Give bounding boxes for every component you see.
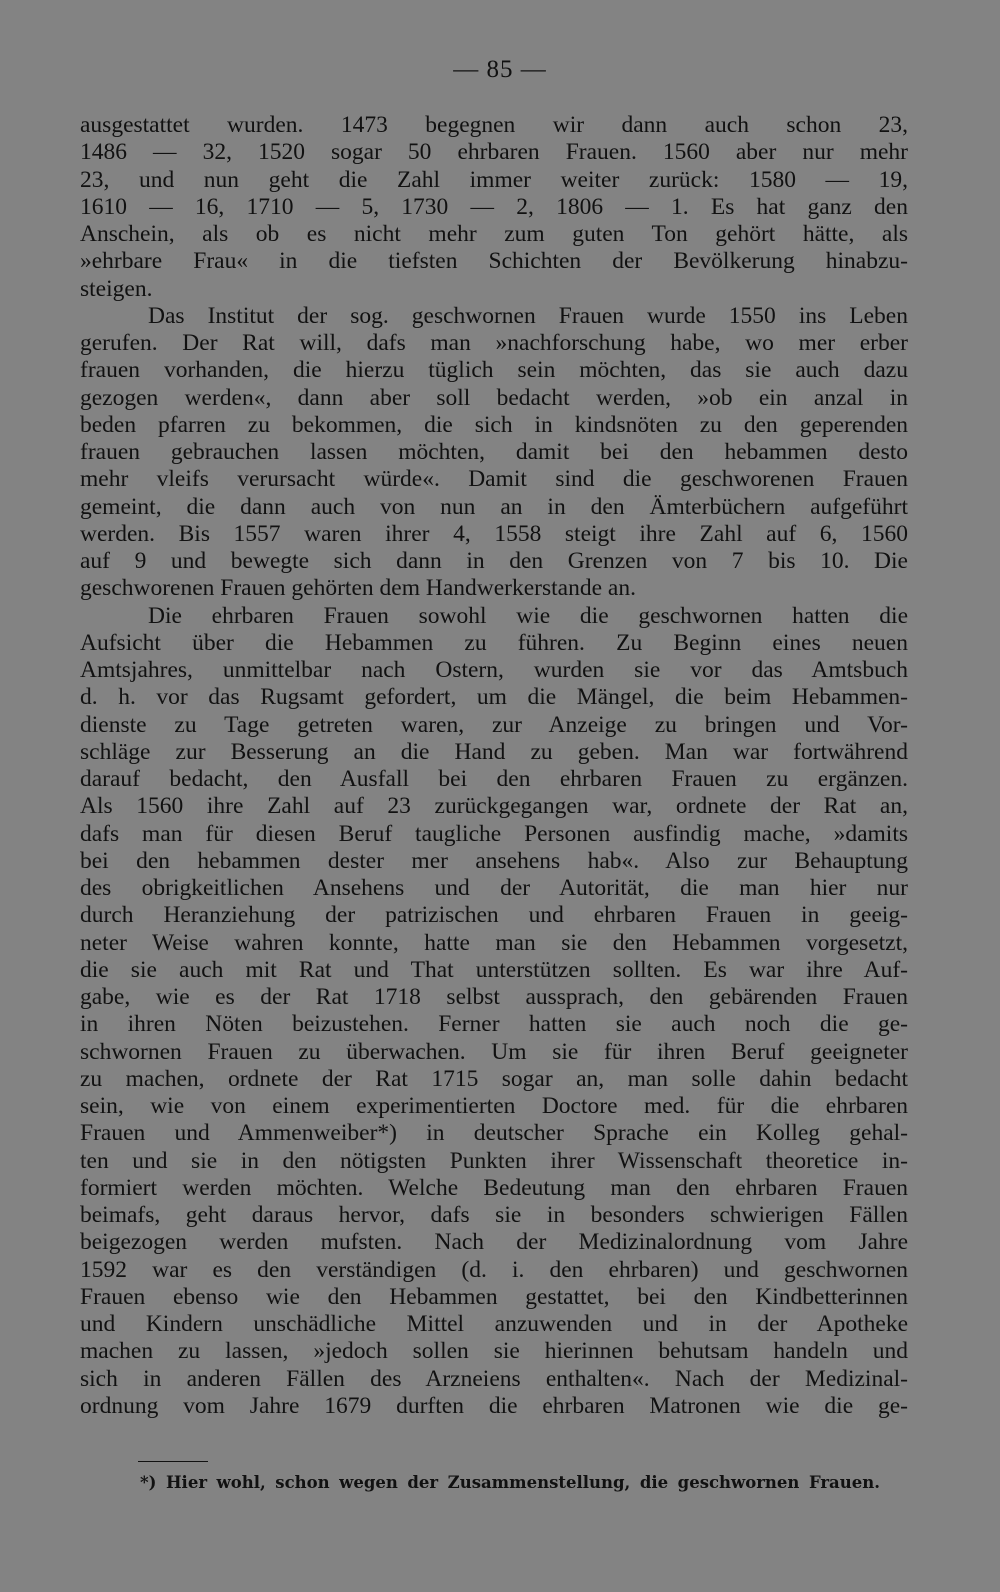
text-line: 1592 war es den verständigen (d. i. den ehrbaren) und geschwornen — [80, 1256, 908, 1283]
text-line: Frauen ebenso wie den Hebammen gestattet, bei den Kindbetterinnen — [80, 1283, 908, 1310]
footnote: *) Hier wohl, schon wegen der Zusammenstellung, die geschwornen Frauen. — [140, 1473, 880, 1492]
text-line: schwornen Frauen zu überwachen. Um sie für ihren Beruf geeigneter — [80, 1038, 908, 1065]
text-line: Amtsjahres, unmittelbar nach Ostern, wurden sie vor das Amtsbuch — [80, 657, 908, 683]
text-line: Als 1560 ihre Zahl auf 23 zurückgegangen war, ordnete der Rat an, — [80, 793, 908, 820]
text-line: Frauen und Ammenweiber*) in deutscher Sprache ein Kolleg gehal- — [80, 1120, 908, 1147]
text-line: formiert werden möchten. Welche Bedeutung man den ehrbaren Frauen — [80, 1174, 908, 1201]
text-line: dafs man für diesen Beruf taugliche Personen ausfindig mache, »damits — [80, 820, 908, 847]
text-line: werden. Bis 1557 waren ihrer 4, 1558 steigt ihre Zahl auf 6, 1560 — [80, 520, 908, 547]
text-line: steigen. — [80, 275, 153, 302]
paragraph-first-line: Die ehrbaren Frauen sowohl wie die geschwornen hatten die — [148, 602, 908, 629]
text-line: machen zu lassen, »jedoch sollen sie hierinnen behutsam handeln und — [80, 1338, 908, 1365]
text-line: 1486 — 32, 1520 sogar 50 ehrbaren Frauen. 1560 aber nur mehr — [80, 139, 908, 166]
text-line: die sie auch mit Rat und That unterstützen sollten. Es war ihre Auf- — [80, 956, 908, 983]
text-line: geschworenen Frauen gehörten dem Handwerkerstande an. — [80, 575, 636, 602]
text-line: 1610 — 16, 1710 — 5, 1730 — 2, 1806 — 1. Es hat ganz den — [80, 193, 908, 220]
text-line: Anschein, als ob es nicht mehr zum guten Ton gehört hätte, als — [80, 221, 908, 247]
text-line: ausgestattet wurden. 1473 begegnen wir dann auch schon 23, — [80, 112, 908, 138]
text-line: beimafs, geht daraus hervor, dafs sie in besonders schwierigen Fällen — [80, 1202, 908, 1228]
text-line: dienste zu Tage getreten waren, zur Anzeige zu bringen und Vor- — [80, 711, 908, 738]
page-number: — 85 — — [453, 56, 547, 83]
text-line: sich in anderen Fällen des Arzneiens enthalten«. Nach der Medizinal- — [80, 1365, 908, 1392]
text-line: gerufen. Der Rat will, dafs man »nachforschung habe, wo mer erber — [80, 330, 908, 356]
text-line: d. h. vor das Rugsamt gefordert, um die Mängel, die beim Hebammen- — [80, 684, 908, 711]
text-line: durch Heranziehung der patrizischen und ehrbaren Frauen in geeig- — [80, 902, 908, 929]
text-line: des obrigkeitlichen Ansehens und der Autorität, die man hier nur — [80, 875, 908, 901]
text-line: schläge zur Besserung an die Hand zu geben. Man war fortwährend — [80, 738, 908, 765]
text-line: auf 9 und bewegte sich dann in den Grenzen von 7 bis 10. Die — [80, 548, 908, 574]
text-line: sein, wie von einem experimentierten Doctore med. für die ehrbaren — [80, 1093, 908, 1119]
text-line: 23, und nun geht die Zahl immer weiter zurück: 1580 — 19, — [80, 166, 908, 193]
text-line: darauf bedacht, den Ausfall bei den ehrbaren Frauen zu ergänzen. — [80, 766, 908, 792]
paragraph-first-line: Das Institut der sog. geschwornen Frauen wurde 1550 ins Leben — [148, 302, 908, 329]
text-line: bei den hebammen dester mer ansehens hab«. Also zur Behauptung — [80, 847, 908, 874]
text-line: beden pfarren zu bekommen, die sich in kindsnöten zu den geperenden — [80, 411, 908, 438]
text-line: Aufsicht über die Hebammen zu führen. Zu Beginn eines neuen — [80, 629, 908, 656]
text-line: frauen vorhanden, die hierzu tüglich sein möchten, das sie auch dazu — [80, 357, 908, 384]
text-line: mehr vleifs verursacht würde«. Damit sind die geschworenen Frauen — [80, 466, 908, 493]
body-text — [80, 112, 908, 1420]
text-line: und Kindern unschädliche Mittel anzuwenden und in der Apotheke — [80, 1311, 908, 1337]
text-line: gabe, wie es der Rat 1718 selbst aussprach, den gebärenden Frauen — [80, 984, 908, 1010]
text-line: frauen gebrauchen lassen möchten, damit bei den hebammen desto — [80, 439, 908, 465]
text-line: in ihren Nöten beizustehen. Ferner hatten sie auch noch die ge- — [80, 1011, 908, 1038]
footnote-separator — [138, 1461, 208, 1462]
text-line: neter Weise wahren konnte, hatte man sie den Hebammen vorgesetzt, — [80, 929, 908, 956]
text-line: ten und sie in den nötigsten Punkten ihrer Wissenschaft theoretice in- — [80, 1147, 908, 1174]
text-line: »ehrbare Frau« in die tiefsten Schichten der Bevölkerung hinabzu- — [80, 248, 908, 275]
text-line: beigezogen werden mufsten. Nach der Medizinalordnung vom Jahre — [80, 1229, 908, 1256]
text-line: ordnung vom Jahre 1679 durften die ehrbaren Matronen wie die ge- — [80, 1392, 908, 1419]
text-line: gemeint, die dann auch von nun an in den Ämterbüchern aufgeführt — [80, 493, 908, 520]
text-line: gezogen werden«, dann aber soll bedacht werden, »ob ein anzal in — [80, 384, 908, 411]
text-line: zu machen, ordnete der Rat 1715 sogar an, man solle dahin bedacht — [80, 1065, 908, 1092]
